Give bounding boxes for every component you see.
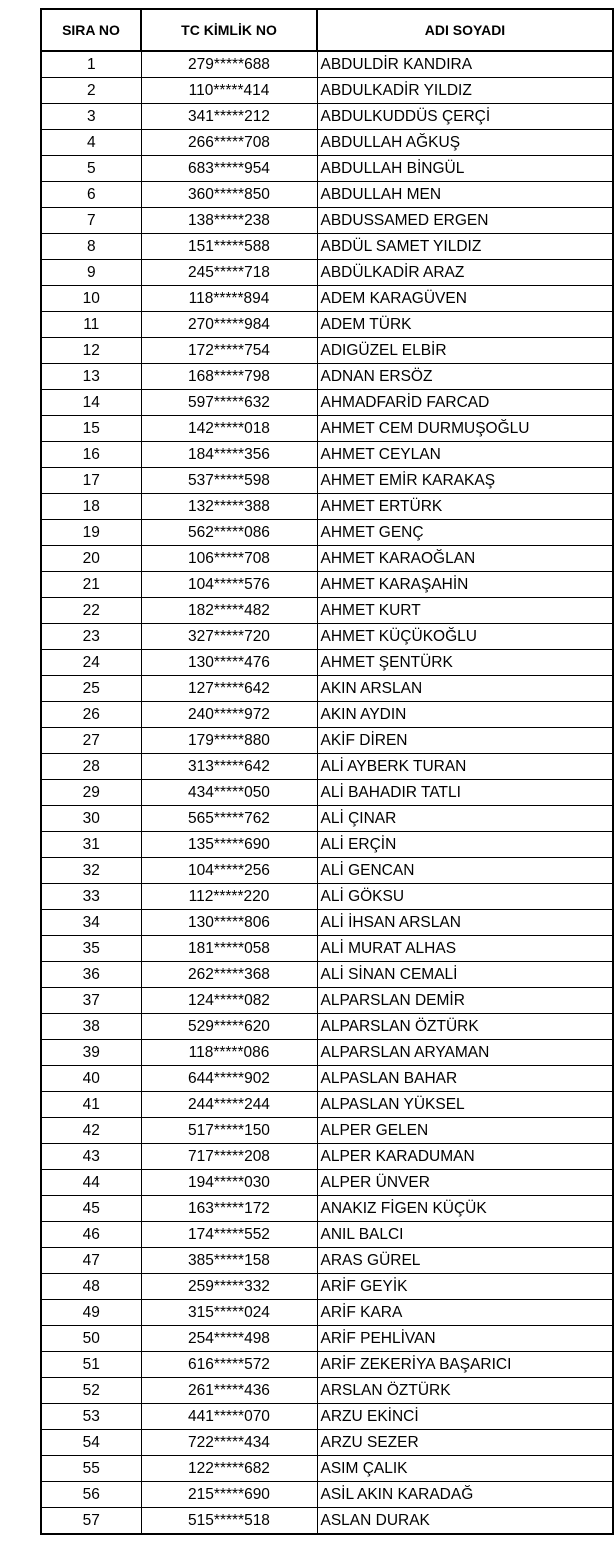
cell-tc-kimlik-no: 262*****368	[141, 962, 317, 988]
table-row	[41, 1352, 613, 1378]
cell-sira-no: 44	[41, 1170, 141, 1196]
table-row	[41, 728, 613, 754]
cell-tc-kimlik-no: 565*****762	[141, 806, 317, 832]
table-row	[41, 1144, 613, 1170]
cell-adi-soyadi: AHMET CEM DURMUŞOĞLU	[317, 416, 613, 442]
cell-tc-kimlik-no: 327*****720	[141, 624, 317, 650]
cell-sira-no: 41	[41, 1092, 141, 1118]
cell-tc-kimlik-no: 261*****436	[141, 1378, 317, 1404]
cell-tc-kimlik-no: 562*****086	[141, 520, 317, 546]
cell-sira-no: 53	[41, 1404, 141, 1430]
cell-tc-kimlik-no: 245*****718	[141, 260, 317, 286]
table-row	[41, 650, 613, 676]
cell-sira-no: 36	[41, 962, 141, 988]
table-row	[41, 858, 613, 884]
cell-adi-soyadi: ARSLAN ÖZTÜRK	[317, 1378, 613, 1404]
table-row	[41, 1326, 613, 1352]
table-row	[41, 286, 613, 312]
cell-sira-no: 9	[41, 260, 141, 286]
table-row	[41, 364, 613, 390]
cell-tc-kimlik-no: 644*****902	[141, 1066, 317, 1092]
cell-tc-kimlik-no: 515*****518	[141, 1508, 317, 1535]
cell-sira-no: 15	[41, 416, 141, 442]
cell-sira-no: 23	[41, 624, 141, 650]
cell-sira-no: 1	[41, 51, 141, 78]
cell-adi-soyadi: AHMET ŞENTÜRK	[317, 650, 613, 676]
cell-sira-no: 13	[41, 364, 141, 390]
cell-tc-kimlik-no: 172*****754	[141, 338, 317, 364]
cell-adi-soyadi: ALİ MURAT ALHAS	[317, 936, 613, 962]
table-row	[41, 208, 613, 234]
cell-sira-no: 2	[41, 78, 141, 104]
cell-sira-no: 18	[41, 494, 141, 520]
cell-sira-no: 54	[41, 1430, 141, 1456]
cell-sira-no: 30	[41, 806, 141, 832]
cell-sira-no: 7	[41, 208, 141, 234]
table-row	[41, 234, 613, 260]
table-row	[41, 1404, 613, 1430]
cell-tc-kimlik-no: 179*****880	[141, 728, 317, 754]
table-row	[41, 910, 613, 936]
table-row	[41, 1378, 613, 1404]
cell-sira-no: 55	[41, 1456, 141, 1482]
cell-adi-soyadi: AHMET GENÇ	[317, 520, 613, 546]
cell-adi-soyadi: ABDUSSAMED ERGEN	[317, 208, 613, 234]
cell-sira-no: 37	[41, 988, 141, 1014]
table-row	[41, 988, 613, 1014]
cell-sira-no: 38	[41, 1014, 141, 1040]
cell-sira-no: 48	[41, 1274, 141, 1300]
cell-sira-no: 19	[41, 520, 141, 546]
table-row	[41, 754, 613, 780]
cell-adi-soyadi: ALPER GELEN	[317, 1118, 613, 1144]
table-header	[41, 9, 613, 51]
cell-sira-no: 49	[41, 1300, 141, 1326]
cell-adi-soyadi: ALPARSLAN ÖZTÜRK	[317, 1014, 613, 1040]
cell-adi-soyadi: AHMET KURT	[317, 598, 613, 624]
table-row	[41, 1118, 613, 1144]
cell-sira-no: 45	[41, 1196, 141, 1222]
cell-sira-no: 10	[41, 286, 141, 312]
cell-tc-kimlik-no: 270*****984	[141, 312, 317, 338]
cell-adi-soyadi: ABDÜL SAMET YILDIZ	[317, 234, 613, 260]
cell-adi-soyadi: ALİ GENCAN	[317, 858, 613, 884]
cell-tc-kimlik-no: 240*****972	[141, 702, 317, 728]
cell-adi-soyadi: AHMET CEYLAN	[317, 442, 613, 468]
cell-adi-soyadi: ARZU EKİNCİ	[317, 1404, 613, 1430]
cell-tc-kimlik-no: 182*****482	[141, 598, 317, 624]
cell-tc-kimlik-no: 517*****150	[141, 1118, 317, 1144]
cell-sira-no: 40	[41, 1066, 141, 1092]
cell-tc-kimlik-no: 441*****070	[141, 1404, 317, 1430]
cell-adi-soyadi: ALİ BAHADIR TATLI	[317, 780, 613, 806]
cell-tc-kimlik-no: 135*****690	[141, 832, 317, 858]
cell-adi-soyadi: ARİF ZEKERİYA BAŞARICI	[317, 1352, 613, 1378]
table-row	[41, 1430, 613, 1456]
cell-tc-kimlik-no: 124*****082	[141, 988, 317, 1014]
document-sheet	[40, 8, 612, 1535]
table-row	[41, 1508, 613, 1535]
cell-sira-no: 21	[41, 572, 141, 598]
table-row	[41, 1274, 613, 1300]
table-row	[41, 104, 613, 130]
cell-adi-soyadi: ARZU SEZER	[317, 1430, 613, 1456]
cell-adi-soyadi: ASIM ÇALIK	[317, 1456, 613, 1482]
cell-tc-kimlik-no: 254*****498	[141, 1326, 317, 1352]
table-row	[41, 416, 613, 442]
cell-sira-no: 31	[41, 832, 141, 858]
cell-adi-soyadi: ALPASLAN YÜKSEL	[317, 1092, 613, 1118]
cell-tc-kimlik-no: 118*****894	[141, 286, 317, 312]
cell-adi-soyadi: ADNAN ERSÖZ	[317, 364, 613, 390]
table-row	[41, 78, 613, 104]
cell-tc-kimlik-no: 315*****024	[141, 1300, 317, 1326]
cell-tc-kimlik-no: 717*****208	[141, 1144, 317, 1170]
table-row	[41, 780, 613, 806]
cell-adi-soyadi: AHMET EMİR KARAKAŞ	[317, 468, 613, 494]
table-row	[41, 338, 613, 364]
table-row	[41, 936, 613, 962]
cell-sira-no: 12	[41, 338, 141, 364]
cell-adi-soyadi: ABDULKUDDÜS ÇERÇİ	[317, 104, 613, 130]
table-row	[41, 1300, 613, 1326]
table-row	[41, 598, 613, 624]
cell-adi-soyadi: ALPER KARADUMAN	[317, 1144, 613, 1170]
cell-sira-no: 43	[41, 1144, 141, 1170]
cell-adi-soyadi: ABDULLAH AĞKUŞ	[317, 130, 613, 156]
cell-adi-soyadi: ALİ GÖKSU	[317, 884, 613, 910]
table-row	[41, 390, 613, 416]
cell-sira-no: 57	[41, 1508, 141, 1535]
table-row	[41, 156, 613, 182]
table-row	[41, 1066, 613, 1092]
cell-tc-kimlik-no: 529*****620	[141, 1014, 317, 1040]
header-row	[41, 9, 613, 51]
cell-adi-soyadi: ABDULDİR KANDIRA	[317, 51, 613, 78]
cell-adi-soyadi: ABDULLAH BİNGÜL	[317, 156, 613, 182]
cell-adi-soyadi: ALİ AYBERK TURAN	[317, 754, 613, 780]
cell-tc-kimlik-no: 722*****434	[141, 1430, 317, 1456]
cell-tc-kimlik-no: 266*****708	[141, 130, 317, 156]
table-row	[41, 832, 613, 858]
cell-adi-soyadi: ALPARSLAN ARYAMAN	[317, 1040, 613, 1066]
table-row	[41, 312, 613, 338]
table-row	[41, 702, 613, 728]
cell-sira-no: 47	[41, 1248, 141, 1274]
table-row	[41, 1170, 613, 1196]
table-row	[41, 572, 613, 598]
cell-tc-kimlik-no: 106*****708	[141, 546, 317, 572]
cell-sira-no: 35	[41, 936, 141, 962]
cell-tc-kimlik-no: 163*****172	[141, 1196, 317, 1222]
cell-sira-no: 14	[41, 390, 141, 416]
cell-tc-kimlik-no: 130*****476	[141, 650, 317, 676]
cell-tc-kimlik-no: 110*****414	[141, 78, 317, 104]
table-row	[41, 546, 613, 572]
table-row	[41, 468, 613, 494]
cell-sira-no: 6	[41, 182, 141, 208]
cell-sira-no: 27	[41, 728, 141, 754]
cell-tc-kimlik-no: 168*****798	[141, 364, 317, 390]
cell-sira-no: 25	[41, 676, 141, 702]
cell-adi-soyadi: ALPARSLAN DEMİR	[317, 988, 613, 1014]
cell-adi-soyadi: ADIGÜZEL ELBİR	[317, 338, 613, 364]
cell-sira-no: 46	[41, 1222, 141, 1248]
cell-tc-kimlik-no: 174*****552	[141, 1222, 317, 1248]
table-row	[41, 624, 613, 650]
cell-adi-soyadi: ANAKIZ FİGEN KÜÇÜK	[317, 1196, 613, 1222]
table-body	[41, 51, 613, 1534]
cell-tc-kimlik-no: 434*****050	[141, 780, 317, 806]
cell-sira-no: 24	[41, 650, 141, 676]
table-row	[41, 1014, 613, 1040]
cell-tc-kimlik-no: 122*****682	[141, 1456, 317, 1482]
cell-tc-kimlik-no: 181*****058	[141, 936, 317, 962]
cell-tc-kimlik-no: 104*****576	[141, 572, 317, 598]
cell-adi-soyadi: ARAS GÜREL	[317, 1248, 613, 1274]
cell-adi-soyadi: AHMADFARİD FARCAD	[317, 390, 613, 416]
table-row	[41, 1196, 613, 1222]
cell-tc-kimlik-no: 118*****086	[141, 1040, 317, 1066]
cell-sira-no: 42	[41, 1118, 141, 1144]
table-row	[41, 442, 613, 468]
table-row	[41, 1482, 613, 1508]
cell-adi-soyadi: ALPASLAN BAHAR	[317, 1066, 613, 1092]
table-row	[41, 1222, 613, 1248]
cell-tc-kimlik-no: 215*****690	[141, 1482, 317, 1508]
cell-adi-soyadi: ARİF KARA	[317, 1300, 613, 1326]
table-row	[41, 494, 613, 520]
table-row	[41, 130, 613, 156]
cell-sira-no: 4	[41, 130, 141, 156]
cell-tc-kimlik-no: 341*****212	[141, 104, 317, 130]
cell-tc-kimlik-no: 151*****588	[141, 234, 317, 260]
cell-tc-kimlik-no: 616*****572	[141, 1352, 317, 1378]
table-row	[41, 182, 613, 208]
cell-tc-kimlik-no: 138*****238	[141, 208, 317, 234]
table-row	[41, 1248, 613, 1274]
cell-tc-kimlik-no: 142*****018	[141, 416, 317, 442]
table-row	[41, 260, 613, 286]
cell-sira-no: 33	[41, 884, 141, 910]
table-row	[41, 806, 613, 832]
cell-tc-kimlik-no: 313*****642	[141, 754, 317, 780]
cell-sira-no: 22	[41, 598, 141, 624]
cell-tc-kimlik-no: 683*****954	[141, 156, 317, 182]
cell-sira-no: 34	[41, 910, 141, 936]
cell-sira-no: 29	[41, 780, 141, 806]
cell-adi-soyadi: ARİF GEYİK	[317, 1274, 613, 1300]
cell-adi-soyadi: AKIN AYDIN	[317, 702, 613, 728]
cell-adi-soyadi: ALİ İHSAN ARSLAN	[317, 910, 613, 936]
table-row	[41, 1040, 613, 1066]
cell-tc-kimlik-no: 130*****806	[141, 910, 317, 936]
cell-tc-kimlik-no: 360*****850	[141, 182, 317, 208]
header-tc-kimlik-no: TC KİMLİK NO	[141, 9, 317, 51]
roster-table	[40, 8, 614, 1535]
cell-adi-soyadi: ASLAN DURAK	[317, 1508, 613, 1535]
cell-tc-kimlik-no: 132*****388	[141, 494, 317, 520]
cell-tc-kimlik-no: 194*****030	[141, 1170, 317, 1196]
table-row	[41, 520, 613, 546]
cell-tc-kimlik-no: 184*****356	[141, 442, 317, 468]
cell-adi-soyadi: ALİ ÇINAR	[317, 806, 613, 832]
cell-sira-no: 8	[41, 234, 141, 260]
cell-adi-soyadi: ABDÜLKADİR ARAZ	[317, 260, 613, 286]
cell-tc-kimlik-no: 112*****220	[141, 884, 317, 910]
cell-adi-soyadi: AHMET KÜÇÜKOĞLU	[317, 624, 613, 650]
cell-sira-no: 11	[41, 312, 141, 338]
cell-sira-no: 32	[41, 858, 141, 884]
cell-adi-soyadi: ALİ ERÇİN	[317, 832, 613, 858]
cell-tc-kimlik-no: 597*****632	[141, 390, 317, 416]
cell-sira-no: 16	[41, 442, 141, 468]
table-row	[41, 51, 613, 78]
cell-adi-soyadi: AKİF DİREN	[317, 728, 613, 754]
header-adi-soyadi: ADI SOYADI	[317, 9, 613, 51]
cell-adi-soyadi: ABDULKADİR YILDIZ	[317, 78, 613, 104]
cell-adi-soyadi: ADEM KARAGÜVEN	[317, 286, 613, 312]
cell-sira-no: 5	[41, 156, 141, 182]
table-row	[41, 1092, 613, 1118]
header-sira-no: SIRA NO	[41, 9, 141, 51]
cell-sira-no: 17	[41, 468, 141, 494]
cell-sira-no: 52	[41, 1378, 141, 1404]
cell-adi-soyadi: AHMET KARAOĞLAN	[317, 546, 613, 572]
cell-sira-no: 26	[41, 702, 141, 728]
cell-adi-soyadi: AKIN ARSLAN	[317, 676, 613, 702]
cell-sira-no: 50	[41, 1326, 141, 1352]
cell-adi-soyadi: AHMET KARAŞAHİN	[317, 572, 613, 598]
cell-sira-no: 39	[41, 1040, 141, 1066]
cell-adi-soyadi: AHMET ERTÜRK	[317, 494, 613, 520]
cell-tc-kimlik-no: 279*****688	[141, 51, 317, 78]
cell-sira-no: 56	[41, 1482, 141, 1508]
table-row	[41, 962, 613, 988]
cell-tc-kimlik-no: 259*****332	[141, 1274, 317, 1300]
cell-tc-kimlik-no: 385*****158	[141, 1248, 317, 1274]
cell-adi-soyadi: ARİF PEHLİVAN	[317, 1326, 613, 1352]
cell-adi-soyadi: ASİL AKIN KARADAĞ	[317, 1482, 613, 1508]
table-row	[41, 676, 613, 702]
cell-tc-kimlik-no: 104*****256	[141, 858, 317, 884]
cell-tc-kimlik-no: 244*****244	[141, 1092, 317, 1118]
cell-adi-soyadi: ALPER ÜNVER	[317, 1170, 613, 1196]
table-row	[41, 1456, 613, 1482]
cell-adi-soyadi: ADEM TÜRK	[317, 312, 613, 338]
cell-sira-no: 51	[41, 1352, 141, 1378]
cell-tc-kimlik-no: 127*****642	[141, 676, 317, 702]
cell-tc-kimlik-no: 537*****598	[141, 468, 317, 494]
table-row	[41, 884, 613, 910]
cell-sira-no: 28	[41, 754, 141, 780]
cell-adi-soyadi: ALİ SİNAN CEMALİ	[317, 962, 613, 988]
cell-adi-soyadi: ABDULLAH MEN	[317, 182, 613, 208]
cell-sira-no: 20	[41, 546, 141, 572]
cell-adi-soyadi: ANIL BALCI	[317, 1222, 613, 1248]
cell-sira-no: 3	[41, 104, 141, 130]
